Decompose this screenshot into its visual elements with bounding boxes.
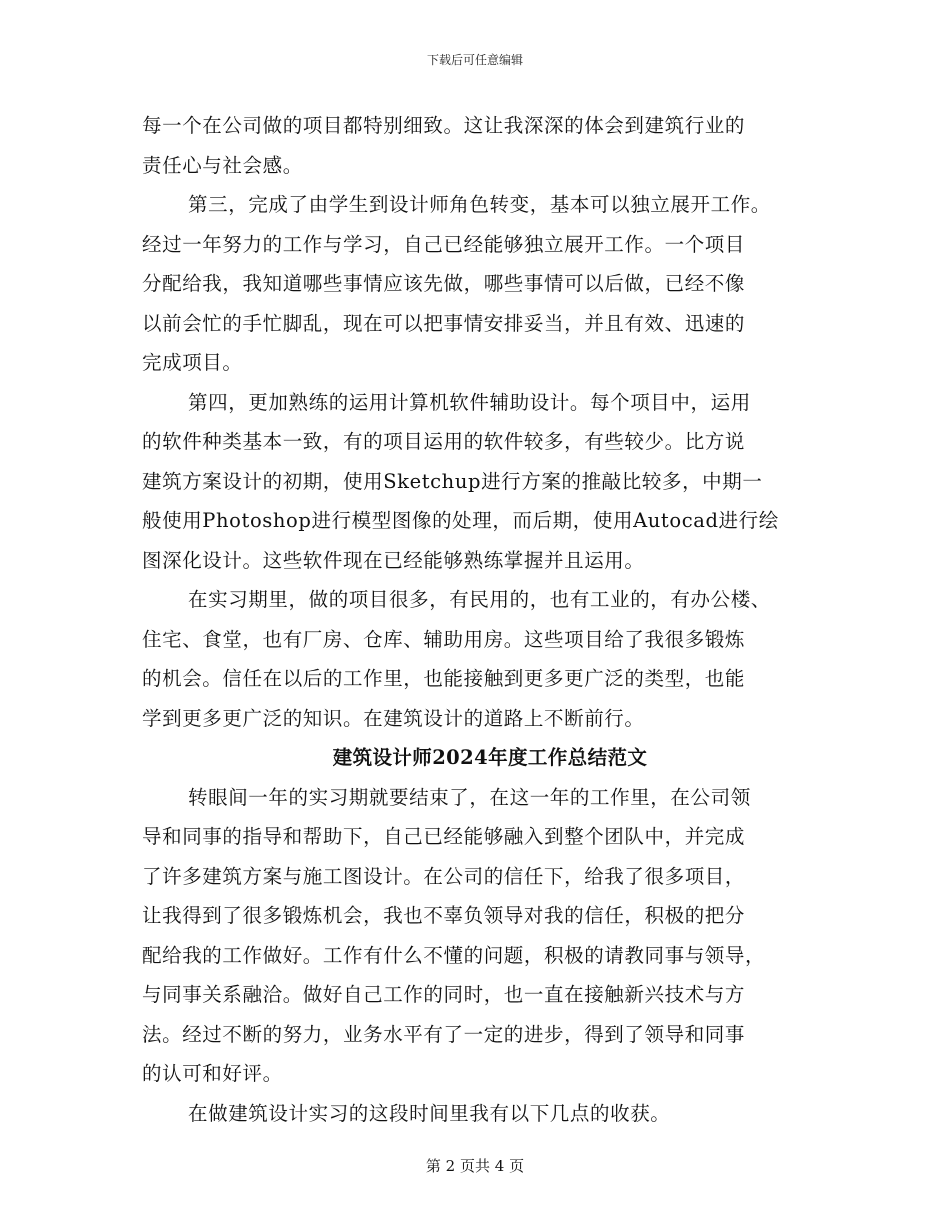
text-line: 住宅、食堂，也有厂房、仓库、辅助用房。这些项目给了我很多锻炼 <box>142 627 746 651</box>
text-line: 的机会。信任在以后的工作里，也能接触到更多更广泛的类型，也能 <box>142 667 746 690</box>
section-title: 建筑设计师2024年度工作总结范文 <box>332 746 648 769</box>
text-line: 每一个在公司做的项目都特别细致。这让我深深的体会到建筑行业的 <box>142 114 746 137</box>
text-line: 让我得到了很多锻炼机会，我也不辜负领导对我的信任，积极的把分 <box>142 904 746 927</box>
text-line: 图深化设计。这些软件现在已经能够熟练掌握并且运用。 <box>142 548 645 572</box>
text-line: 责任心与社会感。 <box>142 153 303 177</box>
text-line: 转眼间一年的实习期就要结束了，在这一年的工作里，在公司领 <box>188 785 751 809</box>
text-line: 以前会忙的手忙脚乱，现在可以把事情安排妥当，并且有效、迅速的 <box>142 311 746 335</box>
page-footer: 第 2 页共 4 页 <box>425 1157 525 1175</box>
text-line: 导和同事的指导和帮助下，自己已经能够融入到整个团队中，并完成 <box>142 825 746 848</box>
text-line: 建筑方案设计的初期，使用Sketchup进行方案的推敲比较多，中期一 <box>142 469 763 493</box>
text-line: 配给我的工作做好。工作有什么不懂的问题，积极的请教同事与领导， <box>142 943 766 967</box>
document-body <box>142 106 818 1133</box>
text-line: 与同事关系融洽。做好自己工作的同时，也一直在接触新兴技术与方 <box>142 983 746 1006</box>
text-line: 在实习期里，做的项目很多，有民用的，也有工业的，有办公楼、 <box>188 588 771 611</box>
text-line: 般使用Photoshop进行模型图像的处理，而后期，使用Autocad进行绘 <box>142 509 779 532</box>
text-line: 的认可和好评。 <box>142 1062 283 1085</box>
text-line: 的软件种类基本一致，有的项目运用的软件较多，有些较少。比方说 <box>142 430 746 453</box>
text-line: 在做建筑设计实习的这段时间里我有以下几点的收获。 <box>188 1101 671 1125</box>
text-line: 法。经过不断的努力，业务水平有了一定的进步，得到了领导和同事 <box>142 1022 746 1046</box>
text-line: 了许多建筑方案与施工图设计。在公司的信任下，给我了很多项目， <box>142 864 746 888</box>
text-line: 分配给我，我知道哪些事情应该先做，哪些事情可以后做，已经不像 <box>142 272 746 295</box>
page-header: 下载后可任意编辑 <box>426 53 523 67</box>
text-line: 完成项目。 <box>142 351 243 374</box>
text-line: 学到更多更广泛的知识。在建筑设计的道路上不断前行。 <box>142 706 645 730</box>
text-line: 第四，更加熟练的运用计算机软件辅助设计。每个项目中，运用 <box>188 390 751 414</box>
text-line: 经过一年努力的工作与学习，自己已经能够独立展开工作。一个项目 <box>142 232 746 256</box>
text-line: 第三，完成了由学生到设计师角色转变，基本可以独立展开工作。 <box>188 193 771 216</box>
